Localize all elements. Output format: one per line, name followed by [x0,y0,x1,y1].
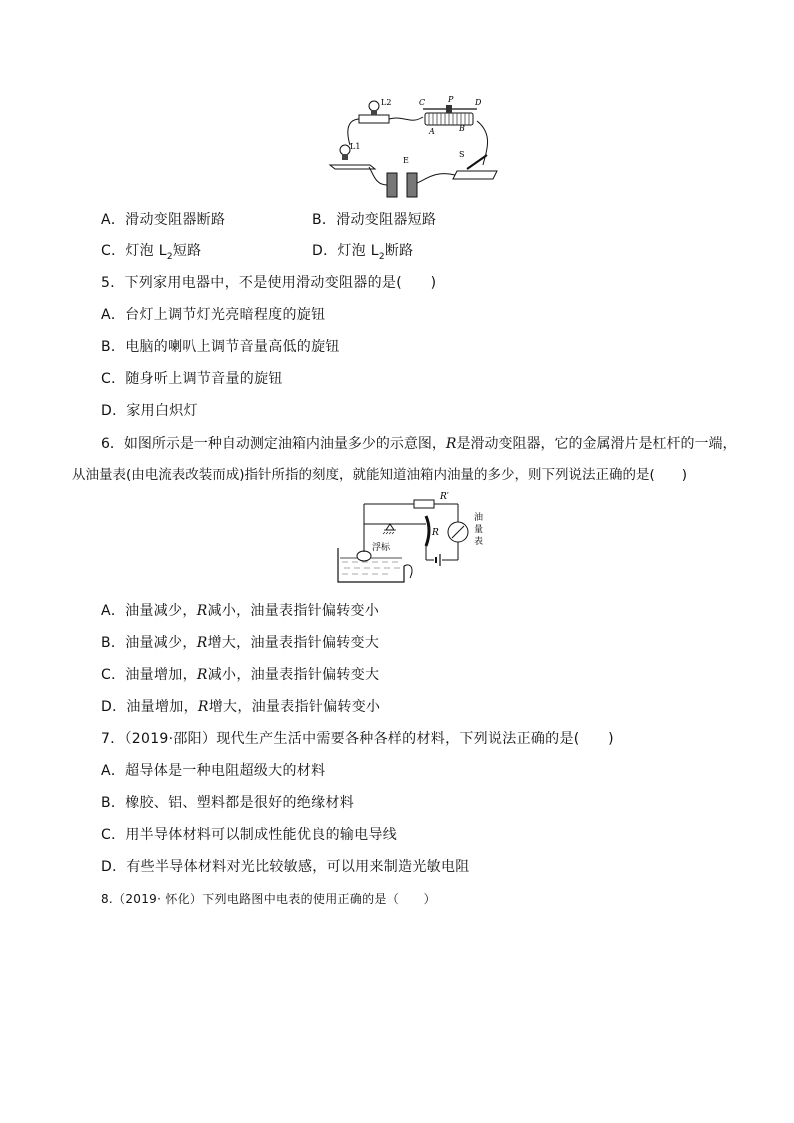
switch-base [453,171,497,179]
q8-stem: 8.（2019· 怀化）下列电路图中电表的使用正确的是（ ） [101,892,436,906]
q6-option-a [101,600,379,620]
wire-battery-l1 [369,167,387,185]
q5-option-d: D．家用白炽灯 [101,403,198,419]
oil-hatching [342,562,400,574]
q6-option-b-post: 增大，油量表指针偏转变大 [207,635,380,651]
label-c: C [419,98,426,107]
q6-stem-line1 [101,433,736,453]
q6-option-d [101,696,380,716]
q5-option-b: B．电脑的喇叭上调节音量高低的旋钮 [101,339,340,355]
q4-option-d-prefix: D．灯泡 L [312,243,379,259]
float-ball [357,551,371,561]
q6-option-c-pre: C．油量增加， [101,667,197,683]
label-r: R [432,528,439,538]
lamp-l1-socket [342,154,348,160]
oil-outlet-pipe [404,565,412,578]
rheostat-r-arc [426,516,429,546]
pivot-ground [383,530,396,534]
q6-stem-line2: 从油量表(由电流表改装而成)指针所指的刻度，就能知道油箱内油量的多少，则下列说法正确的是( ) [72,467,688,483]
resistor-r-prime [414,500,434,508]
wire-switch-battery [417,174,455,183]
q6-option-b [101,632,379,652]
q6-option-c [101,664,379,684]
q4-option-d-suffix: 断路 [384,243,414,259]
q6-stem-line1-a: 6．如图所示是一种自动测定油箱内油量多少的示意图， [101,436,446,452]
meter-label-3: 表 [474,537,484,547]
label-d: D [475,98,482,107]
q6-option-d-var: R [197,699,209,715]
q6-option-b-var: R [196,635,208,651]
q5-option-c: C．随身听上调节音量的旋钮 [101,371,283,387]
q6-stem-line1-b: 是滑动变阻器，它的金属滑片是杠杆的一端， [456,436,737,452]
meter-label-2: 量 [474,525,484,535]
lamp-l1-bulb [340,145,350,155]
q7-option-d: D．有些半导体材料对光比较敏感，可以用来制造光敏电阻 [101,859,470,875]
q4-option-c-prefix: C．灯泡 L [101,243,167,259]
q7-stem: 7．（2019·邵阳）现代生产生活中需要各种各样的材料，下列说法正确的是( ) [101,731,614,747]
battery-cell-1 [387,173,397,197]
circuit-figure-rheostat [325,95,500,205]
q6-option-d-post: 增大，油量表指针偏转变小 [208,699,381,715]
q4-option-a: A．滑动变阻器断路 [101,212,226,228]
label-l1: L1 [350,142,361,151]
circuit-diagram-svg [325,95,500,205]
q7-option-c: C．用半导体材料可以制成性能优良的输电导线 [101,827,398,843]
label-p: P [448,95,454,104]
q6-option-a-var: R [196,603,208,619]
q4-option-d [312,240,413,262]
q6-option-d-pre: D．油量增加， [101,699,198,715]
label-b: B [459,124,465,133]
float-label: 浮标 [372,543,391,553]
q4-option-d-sub: 2 [378,251,385,262]
q4-option-c-sub: 2 [166,251,173,262]
lamp-l2-bulb [369,101,379,111]
q6-stem-var-r: R [445,436,457,452]
lamp-l1-base [330,165,375,169]
label-a: A [429,127,435,136]
label-r-prime: R′ [440,492,449,502]
q6-option-a-pre: A．油量减少， [101,603,197,619]
q6-option-b-pre: B．油量减少， [101,635,197,651]
q5-option-a: A．台灯上调节灯光亮暗程度的旋钮 [101,307,326,323]
q6-option-c-var: R [196,667,208,683]
q4-option-b: B．滑动变阻器短路 [312,212,437,228]
wire-l2-rheostat [389,117,423,120]
meter-label-1: 油 [474,513,484,523]
q6-option-c-post: 减小，油量表指针偏转变大 [207,667,380,683]
oil-gauge-figure [330,490,490,586]
q4-option-c [101,240,201,262]
q5-stem: 5．下列家用电器中，不是使用滑动变阻器的是( ) [101,275,437,291]
q7-option-b: B．橡胶、铝、塑料都是很好的绝缘材料 [101,795,355,811]
lever-pivot [386,524,394,530]
lamp-l2-base [359,115,389,123]
q6-option-a-post: 减小，油量表指针偏转变小 [207,603,380,619]
rheostat-slider [446,105,452,113]
label-l2: L2 [381,98,392,107]
oil-tank-outline [338,548,404,582]
label-s: S [459,150,465,159]
lamp-l2-socket [371,110,377,115]
q7-option-a: A．超导体是一种电阻超级大的材料 [101,763,326,779]
battery-cell-2 [407,173,417,197]
label-e: E [403,156,409,165]
oil-gauge-svg [330,490,490,586]
q4-option-c-suffix: 短路 [172,243,202,259]
